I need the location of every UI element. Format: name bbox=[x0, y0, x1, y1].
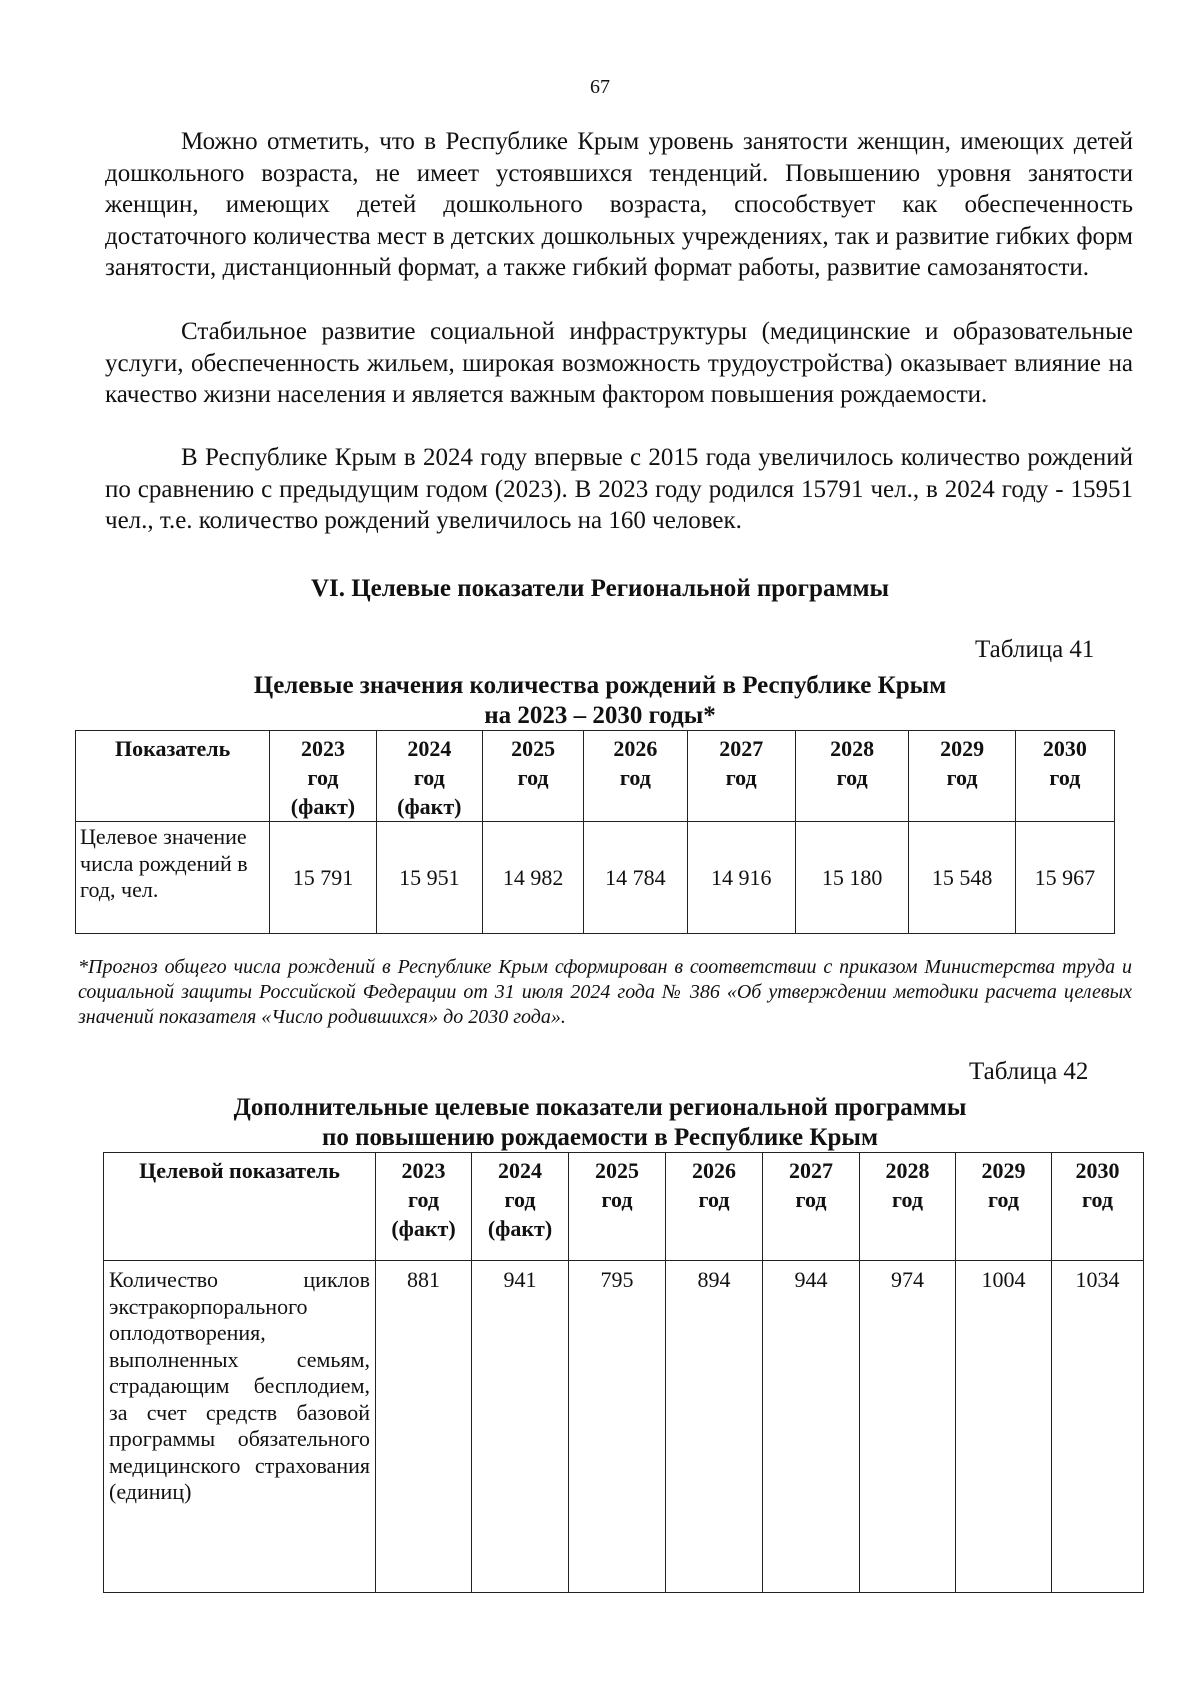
table41-year-header bbox=[1015, 731, 1114, 822]
table41-title-line1: Целевые значения количества рождений в Республике Крым bbox=[253, 672, 947, 699]
year: 2023 bbox=[300, 736, 345, 761]
table41-row-label: Целевое значение числа рождений в год, чел. bbox=[76, 822, 270, 934]
table41-value-2024: 15 951 bbox=[376, 822, 482, 934]
table41-value-2028: 15 180 bbox=[795, 822, 909, 934]
year: 2027 bbox=[789, 1158, 833, 1183]
year-unit: год bbox=[946, 765, 978, 790]
table-row bbox=[76, 822, 1115, 934]
year-note: (факт) bbox=[391, 1216, 456, 1241]
year-unit: год bbox=[517, 765, 549, 790]
year-unit: год bbox=[307, 765, 339, 790]
table42-title-line2: по повышению рождаемости в Республике Крым bbox=[322, 1124, 878, 1151]
table42-value-2025: 795 bbox=[569, 1261, 666, 1593]
year: 2029 bbox=[940, 736, 985, 761]
table41-header-row bbox=[76, 731, 1115, 822]
table42-year-header bbox=[763, 1153, 860, 1261]
table41-value-2030: 15 967 bbox=[1015, 822, 1114, 934]
table42-header-row bbox=[104, 1153, 1144, 1261]
table41-year-header bbox=[909, 731, 1015, 822]
table41-footnote: *Прогноз общего числа рождений в Республике Крым сформирован в соответствии с приказом Министерства труда и социальной защиты Российской Федерации от 31 июля 2024 года № 386 «Об утверждении методики расчета целевых значений показателя «Число родившихся» до 2030 года». bbox=[78, 956, 1132, 1028]
table41-year-header bbox=[795, 731, 909, 822]
table42-year-header bbox=[1052, 1153, 1144, 1261]
table42-row-label: Количество циклов экстракорпорального оплодотворения, выполненных семьям, страдающим бесплодием, за счет средств базовой программы обязательного медицинского страхования (единиц) bbox=[104, 1261, 376, 1593]
year: 2027 bbox=[719, 736, 764, 761]
table-row bbox=[104, 1261, 1144, 1593]
year: 2024 bbox=[498, 1158, 542, 1183]
year: 2023 bbox=[401, 1158, 446, 1183]
year-note: (факт) bbox=[290, 794, 356, 819]
year-unit: год bbox=[725, 765, 757, 790]
table42-value-2030: 1034 bbox=[1052, 1261, 1144, 1593]
year: 2026 bbox=[692, 1158, 736, 1183]
table41-year-header bbox=[584, 731, 687, 822]
table42-title-line1: Дополнительные целевые показатели региональной программы bbox=[233, 1094, 967, 1121]
year-unit: год bbox=[504, 1187, 536, 1212]
year-unit: год bbox=[619, 765, 651, 790]
page-number: 67 bbox=[590, 76, 610, 98]
year: 2029 bbox=[981, 1158, 1026, 1183]
year: 2028 bbox=[830, 736, 875, 761]
year: 2030 bbox=[1075, 1158, 1120, 1183]
table41-year-header bbox=[482, 731, 583, 822]
table41-title-line2: на 2023 – 2030 годы* bbox=[484, 702, 716, 729]
table41-year-header bbox=[687, 731, 795, 822]
year: 2028 bbox=[885, 1158, 930, 1183]
table42-year-header bbox=[569, 1153, 666, 1261]
year-note: (факт) bbox=[487, 1216, 553, 1241]
table41-header-label: Показатель bbox=[76, 731, 270, 822]
table42 bbox=[103, 1152, 1144, 1593]
paragraph-employment: Можно отметить, что в Республике Крым уровень занятости женщин, имеющих детей дошкольного возраста, не имеет устоявшихся тенденций. Повышению уровня занятости женщин, имеющих детей дошкольного возраста, способствует как обеспеченность достаточного количества мест в детских дошкольных учреждениях, так и развитие гибких форм занятости, дистанционный формат, а также гибкий формат работы, развитие самозанятости. bbox=[105, 128, 1133, 281]
table41-value-2027: 14 916 bbox=[687, 822, 795, 934]
table42-year-header bbox=[956, 1153, 1052, 1261]
year: 2026 bbox=[613, 736, 658, 761]
table42-year-header bbox=[860, 1153, 956, 1261]
year-note: (факт) bbox=[397, 794, 462, 819]
year: 2024 bbox=[407, 736, 452, 761]
year: 2025 bbox=[595, 1158, 639, 1183]
year-unit: год bbox=[413, 765, 445, 790]
table42-caption: Таблица 42 bbox=[969, 1058, 1089, 1085]
table42-year-header bbox=[472, 1153, 569, 1261]
year-unit: год bbox=[988, 1187, 1019, 1212]
year-unit: год bbox=[795, 1187, 827, 1212]
table42-value-2027: 944 bbox=[763, 1261, 860, 1593]
table42-year-header bbox=[666, 1153, 763, 1261]
year-unit: год bbox=[1082, 1187, 1113, 1212]
year-unit: год bbox=[892, 1187, 923, 1212]
year-unit: год bbox=[408, 1187, 439, 1212]
table42-year-header bbox=[376, 1153, 472, 1261]
table42-value-2024: 941 bbox=[472, 1261, 569, 1593]
paragraph-infrastructure: Стабильное развитие социальной инфраструктуры (медицинские и образовательные услуги, обеспеченность жильем, широкая возможность трудоустройства) оказывает влияние на качество жизни населения и является важным фактором повышения рождаемости. bbox=[105, 318, 1133, 408]
table41-year-header bbox=[270, 731, 376, 822]
year: 2025 bbox=[511, 736, 556, 761]
paragraph-births: В Республике Крым в 2024 году впервые с 2015 года увеличилось количество рождений по сравнению с предыдущим годом (2023). В 2023 году родился 15791 чел., в 2024 году - 15951 чел., т.е. количество рождений увеличилось на 160 человек. bbox=[105, 444, 1133, 534]
table42-value-2029: 1004 bbox=[956, 1261, 1052, 1593]
table41-value-2029: 15 548 bbox=[909, 822, 1015, 934]
table42-value-2023: 881 bbox=[376, 1261, 472, 1593]
table42-header-label: Целевой показатель bbox=[104, 1153, 376, 1261]
table42-value-2026: 894 bbox=[666, 1261, 763, 1593]
table41-value-2023: 15 791 bbox=[270, 822, 376, 934]
table41-year-header bbox=[376, 731, 482, 822]
table41 bbox=[75, 730, 1115, 934]
year-unit: год bbox=[601, 1187, 633, 1212]
year-unit: год bbox=[1049, 765, 1081, 790]
year-unit: год bbox=[698, 1187, 730, 1212]
year: 2030 bbox=[1042, 736, 1087, 761]
table41-value-2025: 14 982 bbox=[482, 822, 583, 934]
table41-caption: Таблица 41 bbox=[975, 636, 1095, 663]
section-heading: VI. Целевые показатели Региональной программы bbox=[310, 575, 890, 602]
table42-value-2028: 974 bbox=[860, 1261, 956, 1593]
table41-value-2026: 14 784 bbox=[584, 822, 687, 934]
year-unit: год bbox=[836, 765, 868, 790]
